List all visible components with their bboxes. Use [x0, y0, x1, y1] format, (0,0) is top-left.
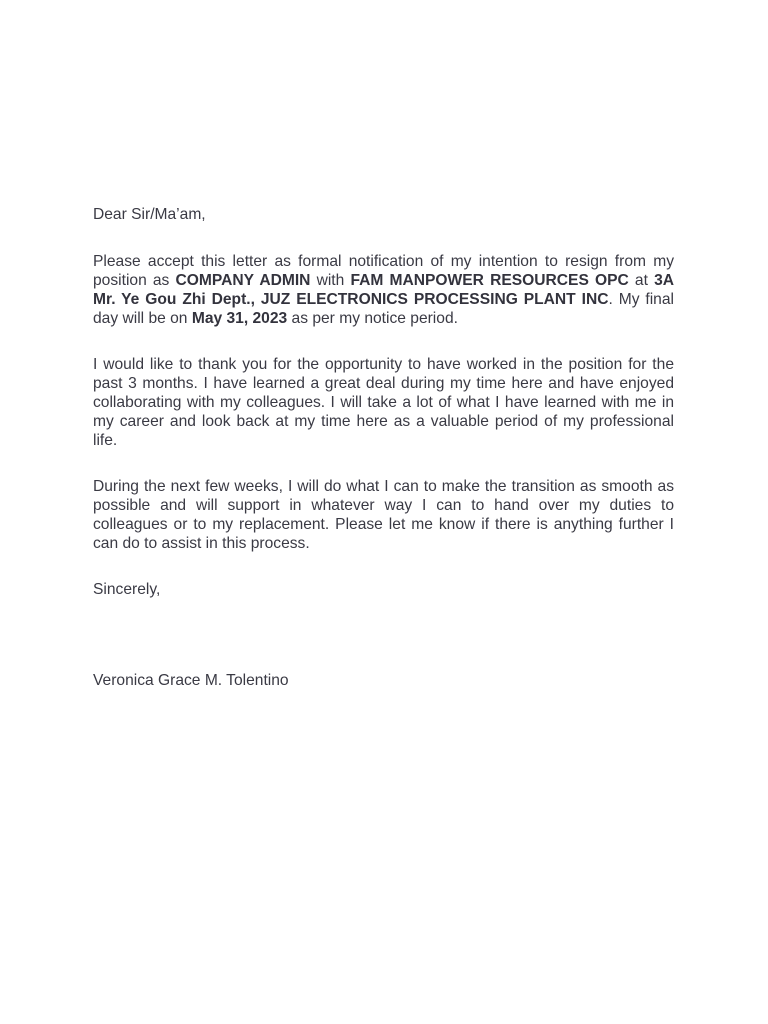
- signature-name: Veronica Grace M. Tolentino: [93, 672, 289, 689]
- final-day-date: May 31, 2023: [191, 310, 288, 327]
- p1-text-5: as per my notice period.: [287, 310, 458, 327]
- position-title: COMPANY ADMIN: [175, 272, 311, 289]
- closing: Sincerely,: [93, 581, 161, 598]
- salutation: Dear Sir/Ma’am,: [93, 206, 206, 223]
- p1-text-3: at: [628, 272, 655, 289]
- paragraph-transition: During the next few weeks, I will do what I can to make the transition as smooth as possible and will support in whatever way I can to hand over my duties to colleagues or to my replacement. Please let me know if there is anything further I can do to assist in this process.: [93, 478, 674, 552]
- p1-text-4: . My final day will be on: [93, 291, 674, 327]
- work-location: 3A Mr. Ye Gou Zhi Dept., JUZ ELECTRONICS PROCESSING PLANT INC: [93, 272, 675, 308]
- p1-text-1: Please accept this letter as formal notification of my intention to resign from my position as: [93, 253, 674, 289]
- resignation-letter: [93, 205, 674, 690]
- paragraph-thanks: I would like to thank you for the opportunity to have worked in the position for the past 3 months. I have learned a great deal during my time here and have enjoyed collaborating with my colleagues. I will take a lot of what I have learned with me in my career and look back at my time here as a valuable period of my professional life.: [93, 356, 674, 449]
- paragraph-notification: [93, 252, 674, 328]
- company-name: FAM MANPOWER RESOURCES OPC: [350, 272, 629, 289]
- p1-text-2: with: [310, 272, 351, 289]
